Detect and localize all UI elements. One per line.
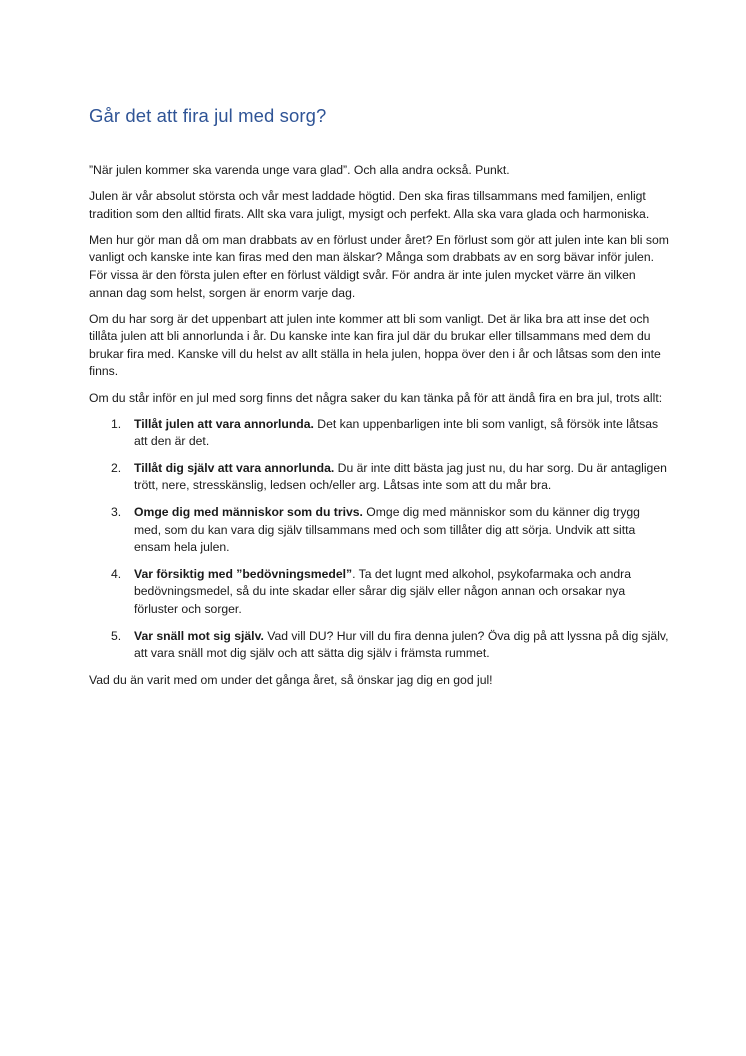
- list-item-number: 5.: [111, 628, 122, 643]
- list-item-heading: Var försiktig med ”bedövningsmedel”: [134, 566, 353, 581]
- list-item-text: Vad vill DU? Hur vill du fira denna julen? Öva dig på att lyssna på dig själv, att vara snäll mot dig själv och att sätta dig själv i främsta rummet.: [134, 628, 669, 661]
- paragraph-closing: Vad du än varit med om under det gånga året, så önskar jag dig en god jul!: [89, 672, 493, 687]
- document-title: Går det att fira jul med sorg?: [89, 105, 327, 126]
- list-item-text: Det kan uppenbarligen inte bli som vanligt, så försök inte låtsas att den är det.: [134, 416, 659, 449]
- paragraph-grief: Om du har sorg är det uppenbart att julen inte kommer att bli som vanligt. Det är lika bra att inse det och tillåta julen att bli annorlunda i år. Du kanske inte kan fira jul där du brukar eller tillsammans med dem du brukar fira med. Kanske vill du helst av allt ställa in hela julen, hoppa över den i år och låtsas som den inte finns.: [89, 311, 661, 379]
- list-item-number: 4.: [111, 566, 122, 581]
- list-item-number: 1.: [111, 416, 122, 431]
- advice-list: [89, 416, 669, 663]
- list-item: [89, 460, 669, 495]
- paragraph-intro-quote: ”När julen kommer ska varenda unge vara glad”. Och alla andra också. Punkt.: [89, 163, 510, 177]
- document-body: [89, 104, 669, 698]
- list-item-heading: Var snäll mot sig själv.: [134, 628, 264, 643]
- list-item-text: . Ta det lugnt med alkohol, psykofarmaka och andra bedövningsmedel, så du inte skadar eller sårar dig själv eller någon annan och orsakar nya förluster och sorger.: [134, 566, 631, 616]
- paragraph-loss: Men hur gör man då om man drabbats av en förlust under året? En förlust som gör att julen inte kan bli som vanligt och kanske inte kan firas med den man älskar? Många som drabbats av en sorg bävar inför julen. För vissa är den första julen efter en förlust väldigt svår. För andra är inte julen mycket värre än vilken annan dag som helst, sorgen är enorm varje dag.: [89, 232, 669, 300]
- paragraph-list-intro: Om du står inför en jul med sorg finns det några saker du kan tänka på för att ändå fira en bra jul, trots allt:: [89, 390, 663, 405]
- paragraph-christmas-tradition: Julen är vår absolut största och vår mest laddade högtid. Den ska firas tillsammans med familjen, enligt tradition som den alltid firats. Allt ska vara juligt, mysigt och perfekt. Alla ska vara glada och harmoniska.: [89, 189, 650, 221]
- list-item-number: 3.: [111, 505, 122, 519]
- list-item: [89, 504, 669, 557]
- list-item-heading: Omge dig med människor som du trivs.: [134, 505, 363, 519]
- list-item-heading: Tillåt dig själv att vara annorlunda.: [134, 460, 335, 475]
- list-item-number: 2.: [111, 460, 122, 475]
- list-item: [89, 566, 669, 619]
- list-item: [89, 628, 669, 663]
- list-item-text: Du är inte ditt bästa jag just nu, du har sorg. Du är antagligen trött, nere, stresskänslig, ledsen och/eller arg. Låtsas inte som att du mår bra.: [134, 460, 667, 493]
- list-item-heading: Tillåt julen att vara annorlunda.: [134, 416, 314, 431]
- list-item: [89, 416, 669, 451]
- list-item-text: Omge dig med människor som du känner dig trygg med, som du kan vara dig själv tillsammans med och som tillåter dig att sörja. Undvik att sitta ensam hela julen.: [134, 505, 640, 555]
